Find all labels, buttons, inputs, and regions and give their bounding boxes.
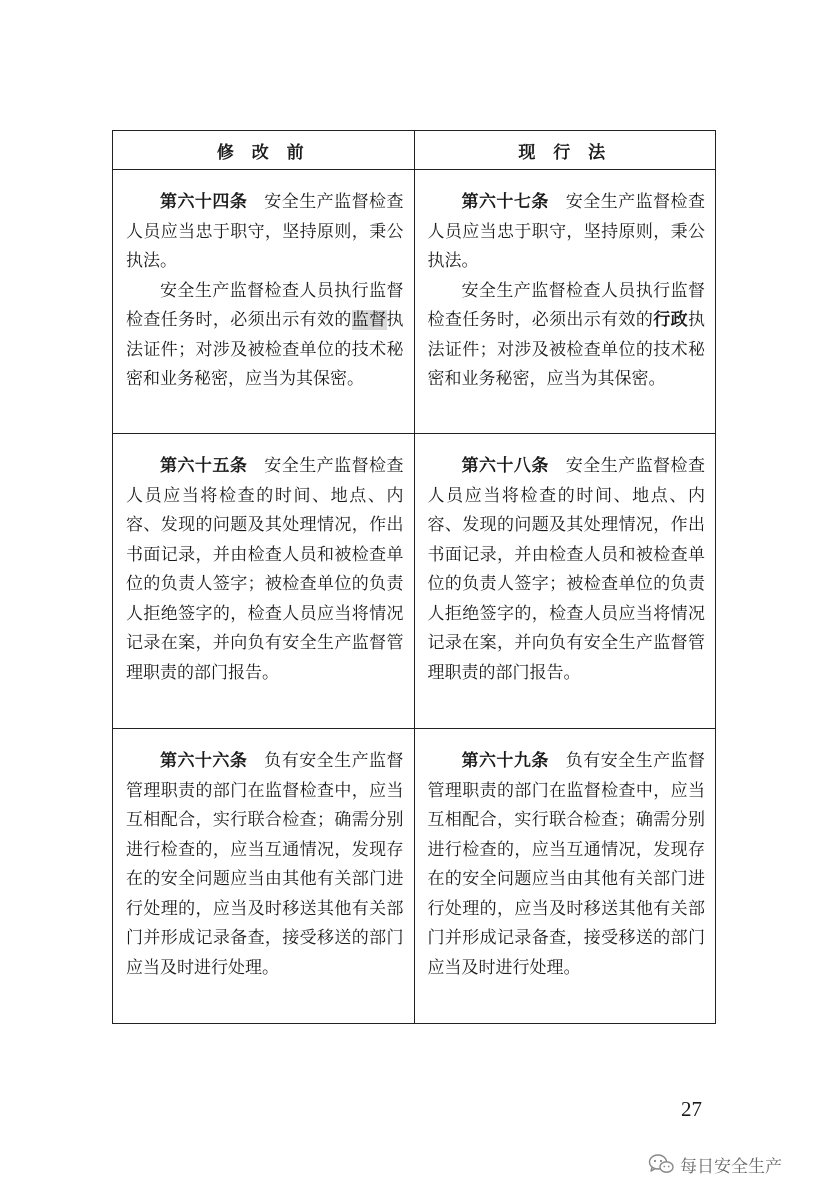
table-row bbox=[113, 170, 716, 434]
article-number: 第六十四条 bbox=[160, 192, 248, 212]
amended-term-bold: 行政 bbox=[653, 310, 689, 330]
article-text: 安全生产监督检查人员应当忠于职守，坚持原则，秉公执法。 bbox=[427, 192, 706, 271]
article-paragraph bbox=[428, 452, 706, 688]
cell-before-article-66 bbox=[113, 729, 415, 1024]
table-header-row bbox=[113, 131, 716, 170]
article-paragraph bbox=[126, 188, 404, 277]
article-paragraph bbox=[126, 747, 404, 983]
article-text: 执法证件；对涉及被检查单位的技术秘密和业务秘密，应当为其保密。 bbox=[126, 310, 404, 389]
cell-before-article-64 bbox=[113, 170, 415, 434]
cell-before-article-65 bbox=[113, 434, 415, 729]
watermark bbox=[648, 1151, 782, 1177]
comparison-table bbox=[112, 130, 716, 1024]
article-paragraph bbox=[428, 188, 706, 277]
cell-current-article-69 bbox=[414, 729, 716, 1024]
article-number: 第六十七条 bbox=[461, 192, 549, 212]
article-text: 执法证件；对涉及被检查单位的技术秘密和业务秘密，应当为其保密。 bbox=[427, 310, 706, 389]
table-row bbox=[113, 434, 716, 729]
article-text: 安全生产监督检查人员应当忠于职守，坚持原则，秉公执法。 bbox=[126, 192, 404, 271]
watermark-text: 每日安全生产 bbox=[680, 1156, 782, 1177]
header-before-amendment: 修 改 前 bbox=[113, 131, 415, 170]
article-text: 安全生产监督检查人员应当将检查的时间、地点、内容、发现的问题及其处理情况，作出书面记录，并由检查人员和被检查单位的负责人签字；被检查单位的负责人拒绝签字的，检查人员应当将情况记录在案，并向负有安全生产监督管理职责的部门报告。 bbox=[427, 456, 706, 683]
article-number: 第六十九条 bbox=[461, 751, 549, 771]
page-number: 27 bbox=[681, 1097, 702, 1121]
article-paragraph bbox=[428, 747, 706, 983]
article-paragraph bbox=[428, 277, 706, 395]
article-text: 负有安全生产监督管理职责的部门在监督检查中，应当互相配合，实行联合检查；确需分别进行检查的，应当互通情况，发现存在的安全问题应当由其他有关部门进行处理的，应当及时移送其他有关部门并形成记录备查，接受移送的部门应当及时进行处理。 bbox=[126, 751, 404, 978]
article-number: 第六十八条 bbox=[461, 456, 549, 476]
header-current-law: 现 行 法 bbox=[414, 131, 716, 170]
article-number: 第六十五条 bbox=[160, 456, 248, 476]
cell-current-article-67 bbox=[414, 170, 716, 434]
table-row bbox=[113, 729, 716, 1024]
wechat-icon bbox=[648, 1153, 674, 1175]
article-number: 第六十六条 bbox=[160, 751, 248, 771]
article-paragraph bbox=[126, 277, 404, 395]
amended-term-highlight: 监督 bbox=[351, 310, 387, 330]
article-text: 负有安全生产监督管理职责的部门在监督检查中，应当互相配合，实行联合检查；确需分别进行检查的，应当互通情况，发现存在的安全问题应当由其他有关部门进行处理的，应当及时移送其他有关部门并形成记录备查，接受移送的部门应当及时进行处理。 bbox=[427, 751, 706, 978]
article-paragraph bbox=[126, 452, 404, 688]
article-text: 安全生产监督检查人员应当将检查的时间、地点、内容、发现的问题及其处理情况，作出书面记录，并由检查人员和被检查单位的负责人签字；被检查单位的负责人拒绝签字的，检查人员应当将情况记录在案，并向负有安全生产监督管理职责的部门报告。 bbox=[126, 456, 404, 683]
cell-current-article-68 bbox=[414, 434, 716, 729]
article-text: 安全生产监督检查人员执行监督检查任务时，必须出示有效的 bbox=[427, 280, 705, 330]
article-text: 安全生产监督检查人员执行监督检查任务时，必须出示有效的 bbox=[126, 280, 404, 330]
